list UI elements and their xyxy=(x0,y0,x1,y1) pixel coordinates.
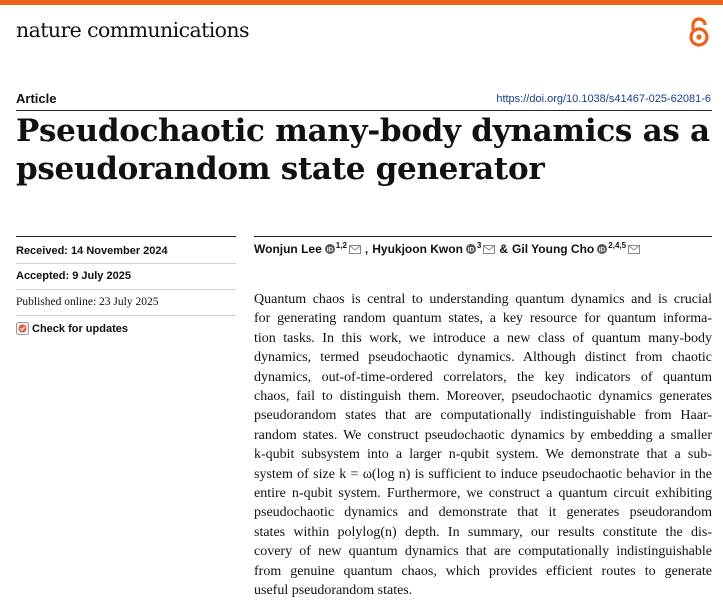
abstract-line: entire n-qubit system. Furthermore, we construct a quantum circuit exhibiting xyxy=(254,486,712,502)
abstract-line: random states. We construct pseudochaotic dynamics by embedding a smaller xyxy=(254,427,712,443)
abstract-line: useful pseudorandom states. xyxy=(254,583,413,599)
authors-divider xyxy=(254,236,712,237)
author-name[interactable]: Hyukjoon Kwon xyxy=(372,242,463,256)
header-divider xyxy=(16,110,712,111)
accepted-date: Accepted: 9 July 2025 xyxy=(16,270,131,282)
orcid-icon[interactable] xyxy=(466,244,476,254)
abstract-line: from genuine quantum chaos, which provides efficient routes to generate xyxy=(254,563,712,579)
author-separator: & xyxy=(499,242,509,256)
svg-text:iD: iD xyxy=(467,246,475,254)
open-access-lock-icon xyxy=(688,16,710,48)
abstract-line: pseudochaotic dynamics and demonstrate that it generates pseudorandom xyxy=(254,505,712,521)
abstract-line: k-qubit subsystem into a larger n-qubit system. We demonstrate that a sub- xyxy=(254,447,712,463)
meta-divider xyxy=(16,315,236,316)
abstract-line: Quantum chaos is central to understanding quantum dynamics and is crucial xyxy=(254,292,712,307)
doi-link[interactable]: https://doi.org/10.1038/s41467-025-62081-6 xyxy=(496,93,711,105)
abstract xyxy=(254,290,712,601)
abstract-line: for generating random quantum states, a key resource for quantum informa- xyxy=(254,311,712,327)
author[interactable] xyxy=(512,242,640,256)
author-separator: , xyxy=(364,242,369,256)
orcid-icon[interactable] xyxy=(325,244,335,254)
author-name[interactable]: Gil Young Cho xyxy=(512,242,595,256)
accent-top-bar xyxy=(0,0,723,5)
author[interactable] xyxy=(372,242,495,256)
svg-text:iD: iD xyxy=(326,246,334,254)
check-for-updates-icon xyxy=(16,322,29,335)
abstract-line: covery of new quantum dynamics that are computationally indistinguishable xyxy=(254,544,712,560)
orcid-icon[interactable] xyxy=(597,244,607,254)
abstract-line: dynamics, termed pseudochaotic dynamics. Although distinct from chaotic xyxy=(254,350,712,366)
author-affiliations: 1,2 xyxy=(335,240,347,250)
abstract-line: chaos, fail to distinguish them. Moreover, pseudochaotic dynamics generates xyxy=(254,389,712,405)
abstract-line: states within polylog(n) depth. In summary, our results constitute the dis- xyxy=(254,524,712,540)
article-type-label: Article xyxy=(16,91,57,106)
author-affiliations: 3 xyxy=(476,240,482,250)
abstract-line: pseudorandom states that are computationally indistinguishable from Haar- xyxy=(254,408,712,424)
svg-text:iD: iD xyxy=(599,246,606,254)
journal-name: nature communications xyxy=(16,18,249,42)
title-line: pseudorandom state generator xyxy=(16,151,545,187)
email-icon[interactable] xyxy=(349,245,361,254)
check-for-updates-button[interactable] xyxy=(16,322,128,335)
author-list xyxy=(254,242,714,256)
article-title xyxy=(16,112,716,188)
abstract-line: system of size k = ω(log n) is sufficient to induce pseudochaotic behavior in the xyxy=(254,466,712,482)
author-name[interactable]: Wonjun Lee xyxy=(254,242,322,256)
meta-divider xyxy=(16,236,236,237)
title-line: Pseudochaotic many-body dynamics as a xyxy=(16,113,710,149)
meta-divider xyxy=(16,263,236,264)
abstract-line: tion tasks. In this work, we introduce a new class of quantum many-body xyxy=(254,330,712,346)
abstract-line: dynamics, out-of-time-ordered correlators, the key indicators of quantum xyxy=(254,369,712,385)
received-date: Received: 14 November 2024 xyxy=(16,245,168,257)
author-affiliations: 2,4,5 xyxy=(608,240,627,250)
check-for-updates-label: Check for updates xyxy=(32,322,128,335)
published-date: Published online: 23 July 2025 xyxy=(16,296,159,308)
author[interactable] xyxy=(254,242,361,256)
email-icon[interactable] xyxy=(483,245,495,254)
email-icon[interactable] xyxy=(628,245,640,254)
meta-divider xyxy=(16,289,236,290)
